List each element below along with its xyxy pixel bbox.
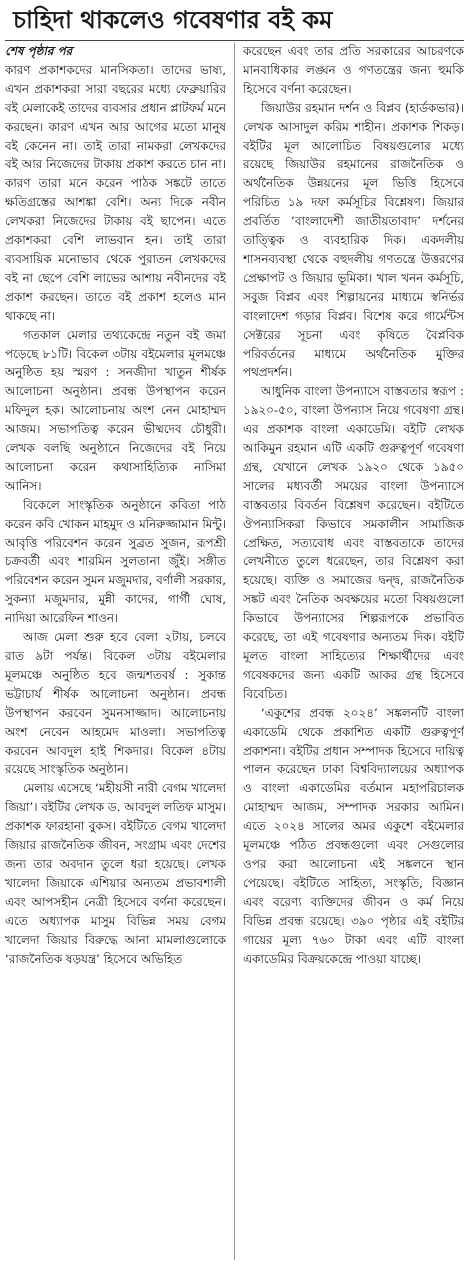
column-divider <box>234 42 235 1260</box>
left-column <box>5 42 226 1260</box>
article-headline: চাহিদা থাকলেও গবেষণার বই কম <box>5 0 464 41</box>
paragraph: গতকাল মেলার তথ্যকেন্দ্রে নতুন বই জমা পড়েছে ৮১টি। বিকেল ৩টায় বইমেলার মূলমঞ্চে অনুষ্ঠিত হয় স্মরণ : সনজীদা খাতুন শীর্ষক আলোচনা অনুষ্ঠান। প্রবন্ধ উপস্থাপন করেন মফিদুল হক। আলোচনায় অংশ নেন মোহাম্মদ আজম। সভাপতিত্ব করেন ভীষ্মদেব চৌধুরী। লেখক বলছি অনুষ্ঠানে নিজেদের বই নিয়ে আলোচনা করেন কথাসাহিত্যিক নাসিমা আনিস। <box>5 327 226 493</box>
continued-label: শেষ পৃষ্ঠার পর <box>5 44 73 58</box>
paragraph: আজ মেলা শুরু হবে বেলা ২টায়, চলবে রাত ৯টা পর্যন্ত। বিকেল ৩টায় বইমেলার মূলমঞ্চে অনুষ্ঠিত হবে জন্মশতবর্ষ : সুকান্ত ভট্টাচার্য শীর্ষক আলোচনা অনুষ্ঠান। প্রবন্ধ উপস্থাপন করবেন সুমনসাজ্জাদ। আলোচনায় অংশ নেবেন আহমেদ মাওলা। সভাপতিত্ব করবেন আবদুল হাই শিকদার। বিকেল ৪টায় রয়েছে সাংস্কৃতিক অনুষ্ঠান। <box>5 630 226 777</box>
article-body <box>5 42 464 1260</box>
paragraph: আধুনিক বাংলা উপন্যাসে বাস্তবতার স্বরূপ : ১৯২০-৫০, বাংলা উপন্যাস নিয়ে গবেষণা গ্রন্থ। এর প্রকাশক বাংলা একাডেমি। বইটি লেখক আকিমুন রহমান এটি একটি গুরুত্বপূর্ণ গবেষণা গ্রন্থ, যেখানে লেখক ১৯২০ থেকে ১৯৫০ সালের মধ্যবর্তী সময়ের বাংলা উপন্যাসে বাস্তবতার বিবর্তন বিশ্লেষণ করেছেন। বইটিতে ঔপন্যাসিকরা কিভাবে সমকালীন সামাজিক প্রেক্ষিত, সত্যবোধ এবং বাস্তবতাকে তাদের লেখনীতে তুলে ধরেছেন, তার বিশ্লেষণ করা হয়েছে। ব্যক্তি ও সমাজের দ্বন্দ্ব, রাজনৈতিক সঙ্কট এবং নৈতিক অবক্ষয়ের মতো বিষয়গুলো কিভাবে উপন্যাসের শিল্পরূপকে প্রভাবিত করেছে, তা এই গবেষণার অন্যতম দিক। বইটি মূলত বাংলা সাহিত্যের শিক্ষার্থীদের এবং গবেষকদের জন্য একটি আকর গ্রন্থ হিসেবে বিবেচিত। <box>243 384 464 701</box>
paragraph: ‘একুশের প্রবন্ধ ২০২৪’ সঙ্কলনটি বাংলা একাডেমি থেকে প্রকাশিত একটি গুরুত্বপূর্ণ প্রকাশনা। বইটির প্রধান সম্পাদক হিসেবে দায়িত্ব পালন করেছেন ঢাকা বিশ্ববিদ্যালয়ের অধ্যাপক ও বাংলা একাডেমির বর্তমান মহাপরিচালক মোহাম্মদ আজম, সম্পাদক সরকার আমিন। এতে ২০২৪ সালের অমর একুশে বইমেলার মূলমঞ্চে পঠিত প্রবন্ধগুলো এবং সেগুলোর ওপর করা আলোচনা এই সঙ্কলনে স্থান পেয়েছে। বইটিতে সাহিত্য, সংস্কৃতি, বিজ্ঞান এবং বরেণ্য ব্যক্তিদের জীবন ও কর্ম নিয়ে বিভিন্ন প্রবন্ধ রয়েছে। ৩৯০ পৃষ্ঠার এই বইটির গায়ের মূল্য ৭৬০ টাকা এবং এটি বাংলা একাডেমির বিক্রয়কেন্দ্রে পাওয়া যাচ্ছে। <box>243 705 464 966</box>
paragraph: বিকেলে সাংস্কৃতিক অনুষ্ঠানে কবিতা পাঠ করেন কবি খোকন মাহমুদ ও মনিরুজ্জামান মিন্টু। আবৃত্তি পরিবেশন করেন সুব্রত সুজন, রূপশ্রী চক্রবর্তী এবং শারমিন সুলতানা জুঁই। সঙ্গীত পরিবেশন করেন সুমন মজুমদার, বর্ণালী সরকার, সুকন্যা মজুমদার, মুন্নী কাদের, গার্গী ঘোষ, নাদিয়া আরেফিন শাওন। <box>5 497 226 626</box>
right-column <box>243 42 464 1260</box>
paragraph: জিয়াউর রহমান দর্শন ও বিপ্লব (হার্ডকভার)। লেখক আসাদুল করিম শাহীন। প্রকাশক শিকড়। বইটির মূল আলোচিত বিষয়গুলোর মধ্যে রয়েছে জিয়াউর রহমানের রাজনৈতিক ও অর্থনৈতিক উন্নয়নের মূল ভিত্তি হিসেবে পরিচিত ১৯ দফা কর্মসূচির বিশ্লেষণ। জিয়ার প্রবর্তিত ‘বাংলাদেশী জাতীয়তাবাদ’ দর্শনের তাত্ত্বিক ও ব্যবহারিক দিক। একদলীয় শাসনব্যবস্থা থেকে বহুদলীয় গণতন্ত্রে উত্তরণের প্রেক্ষাপট ও জিয়ার ভূমিকা। খাল খনন কর্মসূচি, সবুজ বিপ্লব এবং শিল্পায়নের মাধ্যমে স্বনির্ভর বাংলাদেশ গড়ার বিপ্লব। বিশেষ করে গার্মেন্টস সেক্টরের সূচনা এবং কৃষিতে বৈপ্লবিক পরিবর্তনের মাধ্যমে অর্থনৈতিক মুক্তির পথপ্রদর্শন। <box>243 100 464 380</box>
paragraph: করেছেন এবং তার প্রতি সরকারের আচরণকে মানবাধিকার লঙ্ঘন ও গণতন্ত্রের জন্য হুমকি হিসেবে বর্ণনা করেছেন। <box>243 44 464 96</box>
paragraph: কারণ প্রকাশকদের মানসিকতা। তাদের ভাষ্য, এখন প্রকাশকরা সারা বছরের মধ্যে ফেব্রুয়ারির বই মেলাকেই তাদের ব্যবসার প্রধান প্লাটফর্ম মনে করছেন। কারণ এখন আর আগের মতো মানুষ বই কেনেন না। তাই তারা নামকরা লেখকদের বই আর নিজেদের টাকায় প্রকাশ করতে চান না। কারণ তারা মনে করেন পাঠক সঙ্কটে তাতে ক্ষতিগ্রস্তের আশঙ্কা বেশি। অন্য দিকে নবীন লেখকরা নিজেদের টাকায় বই ছাপেন। এতে প্রকাশকরা বেশি লাভবান হন। তাই তারা ব্যবসায়িক মনোভাব থেকে পুরাতন লেখকদের বই না ছেপে বেশি লাভের আশায় নবীনদের বই প্রকাশ করছেন। তাতে বই প্রকাশ হলেও মান থাকছে না। <box>5 62 226 323</box>
paragraph: মেলায় এসেছে ‘মহীয়সী নারী বেগম খালেদা জিয়া’। বইটির লেখক ড. আবদুল লতিফ মাসুম। প্রকাশক ফারহানা বুকস। বইটিতে বেগম খালেদা জিয়ার রাজনৈতিক জীবন, সংগ্রাম এবং দেশের জন্য তার অবদান তুলে ধরা হয়েছে। লেখক খালেদা জিয়াকে এশিয়ার অন্যতম প্রভাবশালী এবং আপসহীন নেত্রী হিসেবে বর্ণনা করেছেন। এতে অধ্যাপক মাসুম বিভিন্ন সময় বেগম খালেদা জিয়ার বিরুদ্ধে আনা মামলাগুলোকে ‘রাজনৈতিক ষড়যন্ত্র’ হিসেবে অভিহিত <box>5 781 226 966</box>
